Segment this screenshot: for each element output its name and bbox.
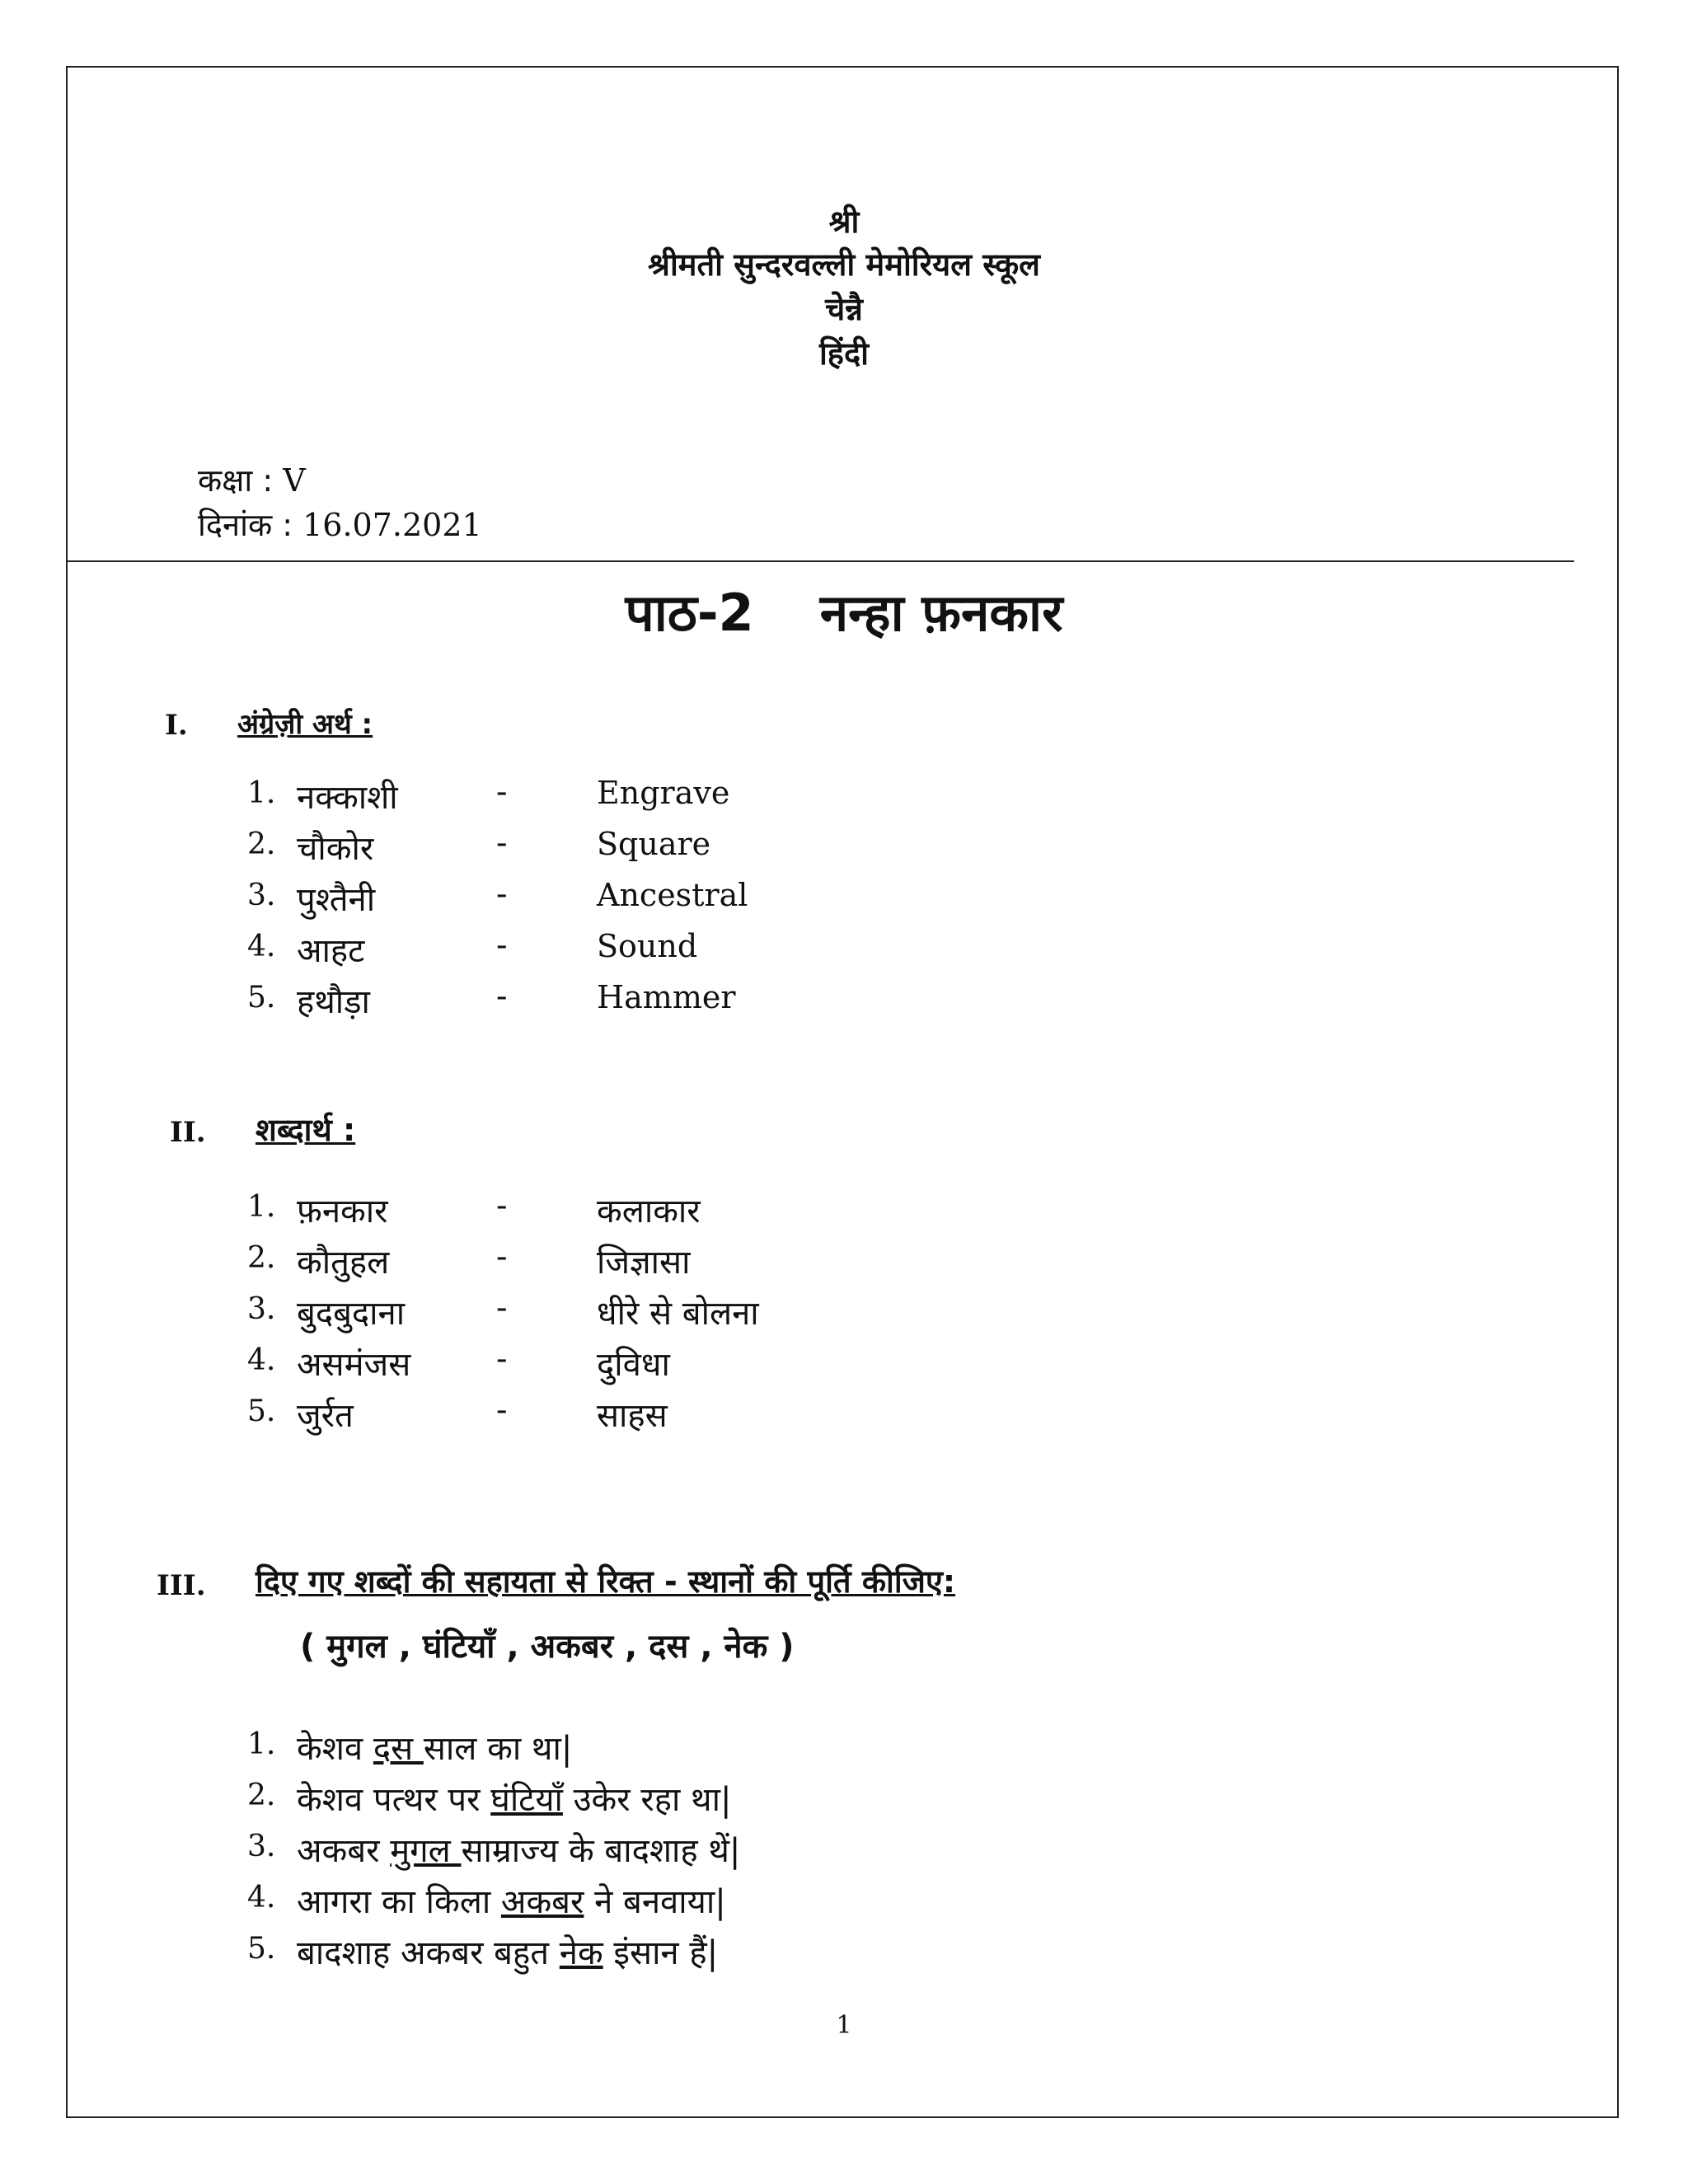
sentence: आगरा का किला अकबर ने बनवाया| xyxy=(297,1883,726,1921)
lesson-number: पाठ-2 xyxy=(625,583,754,643)
sentence: केशव पत्थर पर घंटियाँ उकेर रहा था| xyxy=(297,1781,732,1819)
section-3-number: III. xyxy=(157,1569,206,1602)
word-bank: ( मुगल , घंटियाँ , अकबर , दस , नेक ) xyxy=(300,1628,795,1666)
answer: घंटियाँ xyxy=(490,1781,563,1819)
date-line xyxy=(198,503,482,546)
sentence: बादशाह अकबर बहुत नेक इंसान हैं| xyxy=(297,1934,719,1972)
section-3-title: दिए गए शब्दों की सहायता से रिक्त - स्थानों की पूर्ति कीजिए: xyxy=(256,1563,956,1600)
class-value: V xyxy=(283,462,306,499)
answer: मुगल xyxy=(390,1832,462,1870)
class-label: कक्षा : xyxy=(198,462,274,499)
page-number: 1 xyxy=(836,2011,852,2040)
sentence: केशव दस साल का था| xyxy=(297,1730,573,1768)
answer: नेक xyxy=(559,1934,603,1972)
section-2-number: II. xyxy=(170,1116,206,1149)
date-label: दिनांक : xyxy=(198,507,293,543)
sentence: अकबर मुगल साम्राज्य के बादशाह थें| xyxy=(297,1832,741,1870)
school-name: श्रीमती सुन्दरवल्ली मेमोरियल स्कूल xyxy=(648,246,1040,283)
lesson-title xyxy=(0,577,1688,646)
answer: दस xyxy=(373,1730,424,1768)
class-line xyxy=(198,458,306,501)
section-1-title: अंग्रेज़ी अर्थ : xyxy=(237,708,373,741)
header-line-shri: श्री xyxy=(828,204,860,240)
school-city: चेन्नै xyxy=(825,291,863,327)
section-2-title: शब्दार्थ : xyxy=(256,1112,356,1148)
subject-name: हिंदी xyxy=(818,335,870,372)
header-divider xyxy=(66,560,1574,562)
lesson-name: नन्हा फ़नकार xyxy=(819,583,1063,643)
date-value: 16.07.2021 xyxy=(302,507,482,543)
section-1-number: I. xyxy=(165,709,188,742)
answer: अकबर xyxy=(500,1883,584,1921)
